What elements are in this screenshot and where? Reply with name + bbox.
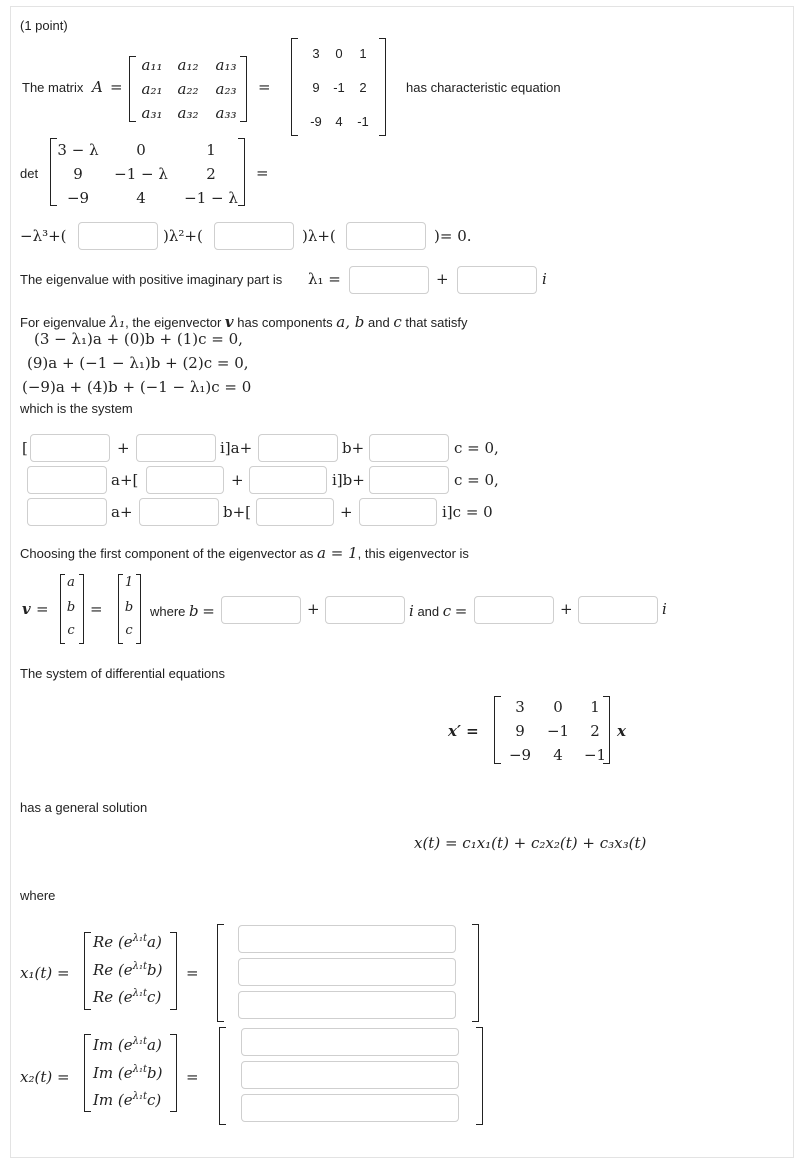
coef-lambda-input[interactable] <box>214 222 294 250</box>
eigenvalue-label: The eigenvalue with positive imaginary part is <box>20 272 283 287</box>
bracket-open: [ <box>22 439 28 457</box>
imag-unit: i <box>662 600 667 618</box>
x2-lhs: x₂(t) = <box>20 1068 70 1086</box>
equation-2: (9)a + (−1 − λ₁)b + (2)c = 0, <box>27 354 249 372</box>
eigenvalue-imag-input[interactable] <box>457 266 537 294</box>
ode-title: The system of differential equations <box>20 666 225 681</box>
c-real-input[interactable] <box>474 596 554 624</box>
sys-r2-c-input[interactable] <box>369 466 449 494</box>
intro-suffix: has characteristic equation <box>406 80 561 95</box>
eq-end-1: c = 0, <box>454 439 499 457</box>
det-entry-0-0: 3 − λ <box>57 141 99 159</box>
equals-sign-2: = <box>90 600 103 618</box>
where-b-label: where b = <box>150 602 215 620</box>
det-entry-1-0: 9 <box>73 165 83 183</box>
numeric-entry-2-1: 4 <box>335 114 343 129</box>
det-entry-1-2: 2 <box>206 165 216 183</box>
coef-b-label: i]b+ <box>332 471 365 489</box>
poly-term-3: )λ+( <box>302 227 336 245</box>
bracket-left <box>84 932 91 1010</box>
numeric-entry-1-0: 9 <box>312 80 320 95</box>
x1-lhs: x₁(t) = <box>20 964 70 982</box>
poly-term-4: )= 0. <box>434 227 472 245</box>
general-formula: x(t) = c₁x₁(t) + c₂x₂(t) + c₃x₃(t) <box>414 834 647 852</box>
symbolic-entry-0-2: a₁₃ <box>215 56 237 74</box>
b-imag-input[interactable] <box>325 596 405 624</box>
eq-end-3: i]c = 0 <box>442 503 493 521</box>
ode-matrix-entry-1-2: 2 <box>590 722 600 740</box>
numeric-entry-0-0: 3 <box>312 46 320 61</box>
x1-row1-input[interactable] <box>238 925 456 953</box>
ode-matrix-entry-2-1: 4 <box>553 746 563 764</box>
numeric-entry-2-0: -9 <box>310 114 322 129</box>
ode-matrix-entry-0-0: 3 <box>515 698 525 716</box>
ode-matrix-entry-1-1: −1 <box>546 722 570 740</box>
ode-matrix-entry-1-0: 9 <box>515 722 525 740</box>
system-label: which is the system <box>20 401 133 416</box>
sys-r1-c-input[interactable] <box>369 434 449 462</box>
vector-normalized-entry-1: b <box>124 600 134 615</box>
det-entry-0-1: 0 <box>136 141 146 159</box>
equals-sign: = <box>256 164 269 182</box>
numeric-entry-0-2: 1 <box>359 46 367 61</box>
equals-sign: = <box>110 78 123 96</box>
plus-sign: + <box>231 471 244 489</box>
b-real-input[interactable] <box>221 596 301 624</box>
bracket-right <box>170 932 177 1010</box>
ode-rhs: x <box>617 722 626 740</box>
numeric-entry-1-2: 2 <box>359 80 367 95</box>
numeric-entry-0-1: 0 <box>335 46 343 61</box>
det-entry-2-0: −9 <box>66 189 90 207</box>
vector-symbolic-entry-1: b <box>66 600 76 615</box>
matrix-A-label: A <box>92 78 103 96</box>
sys-r3-c-imag-input[interactable] <box>359 498 437 526</box>
det-entry-0-2: 1 <box>206 141 216 159</box>
numeric-entry-2-2: -1 <box>357 114 369 129</box>
symbolic-entry-1-2: a₂₃ <box>215 80 237 98</box>
where-label: where <box>20 888 56 903</box>
x2-component-1: Im $(e^{\lambda_1t}b)$ <box>93 1064 163 1082</box>
sys-r3-a-input[interactable] <box>27 498 107 526</box>
det-entry-2-2: −1 − λ <box>184 189 238 207</box>
plus-sign: + <box>436 270 449 288</box>
x2-row2-input[interactable] <box>241 1061 459 1089</box>
symbolic-entry-2-0: a₃₁ <box>141 104 163 122</box>
x2-component-2: Im $(e^{\lambda_1t}c)$ <box>93 1091 162 1109</box>
bracket-left <box>219 1027 226 1125</box>
x1-row3-input[interactable] <box>238 991 456 1019</box>
bracket-right <box>476 1027 483 1125</box>
x1-component-0: Re $(e^{\lambda_1t}a)$ <box>93 933 162 951</box>
x1-row2-input[interactable] <box>238 958 456 986</box>
coef-lambda2-input[interactable] <box>78 222 158 250</box>
coef-b-label: b+[ <box>223 503 252 521</box>
det-entry-2-1: 4 <box>136 189 146 207</box>
poly-term-2: )λ²+( <box>163 227 203 245</box>
symbolic-entry-1-0: a₂₁ <box>141 80 163 98</box>
symbolic-entry-2-1: a₃₂ <box>177 104 199 122</box>
symbolic-entry-2-2: a₃₃ <box>215 104 237 122</box>
sys-r2-a-input[interactable] <box>27 466 107 494</box>
equals-sign: = <box>186 964 199 982</box>
c-imag-input[interactable] <box>578 596 658 624</box>
x1-component-1: Re $(e^{\lambda_1t}b)$ <box>93 961 163 979</box>
plus-sign: + <box>307 600 320 618</box>
coef-const-input[interactable] <box>346 222 426 250</box>
plus-sign: + <box>560 600 573 618</box>
points-label: (1 point) <box>20 18 68 33</box>
imag-unit: i <box>542 270 547 288</box>
poly-term-1: −λ³+( <box>20 227 67 245</box>
plus-sign: + <box>340 503 353 521</box>
ode-matrix-entry-0-2: 1 <box>590 698 600 716</box>
intro-prefix: The matrix <box>22 80 84 95</box>
ode-lhs: x′ = <box>448 722 479 740</box>
vector-normalized-entry-0: 1 <box>124 575 134 590</box>
sys-r1-a-imag-input[interactable] <box>136 434 216 462</box>
symbolic-entry-1-1: a₂₂ <box>177 80 199 98</box>
bracket-right <box>170 1034 177 1112</box>
x2-component-0: Im $(e^{\lambda_1t}a)$ <box>93 1036 162 1054</box>
plus-sign: + <box>117 439 130 457</box>
equation-1: (3 − λ₁)a + (0)b + (1)c = 0, <box>34 330 243 348</box>
bracket-right <box>472 924 479 1022</box>
sys-r3-c-real-input[interactable] <box>256 498 334 526</box>
bracket-left <box>84 1034 91 1112</box>
coef-a-label: a+ <box>111 503 133 521</box>
sys-r3-b-input[interactable] <box>139 498 219 526</box>
and-c-label: i and c = <box>409 602 468 620</box>
sys-r1-b-input[interactable] <box>258 434 338 462</box>
vector-normalized-entry-2: c <box>125 623 133 638</box>
x2-row3-input[interactable] <box>241 1094 459 1122</box>
eigenvalue-real-input[interactable] <box>349 266 429 294</box>
equals-sign: = <box>36 600 49 618</box>
coef-a-label: i]a+ <box>220 439 253 457</box>
equals-sign-2: = <box>258 78 271 96</box>
coef-b-label: b+ <box>342 439 365 457</box>
eigvec-description: For eigenvalue λ₁, the eigenvector v has components a, b and c that satisfy <box>20 313 468 331</box>
equals-sign: = <box>186 1068 199 1086</box>
symbolic-entry-0-1: a₁₂ <box>177 56 199 74</box>
numeric-entry-1-1: -1 <box>333 80 345 95</box>
symbolic-entry-0-0: a₁₁ <box>141 56 163 74</box>
sys-r2-b-imag-input[interactable] <box>249 466 327 494</box>
general-title: has a general solution <box>20 800 148 815</box>
vector-symbolic-entry-2: c <box>67 623 75 638</box>
lambda1-label: λ₁ = <box>308 270 341 288</box>
ode-matrix-entry-2-0: −9 <box>508 746 532 764</box>
coef-a-label: a+[ <box>111 471 139 489</box>
det-label: det <box>20 166 39 181</box>
det-entry-1-1: −1 − λ <box>114 165 168 183</box>
vector-symbolic-entry-0: a <box>67 575 75 590</box>
sys-r2-b-real-input[interactable] <box>146 466 224 494</box>
x1-component-2: Re $(e^{\lambda_1t}c)$ <box>93 988 162 1006</box>
v-label: v <box>22 600 31 618</box>
ode-matrix-entry-0-1: 0 <box>553 698 563 716</box>
bracket-left <box>217 924 224 1022</box>
ode-matrix-entry-2-2: −1 <box>583 746 607 764</box>
choose-text: Choosing the first component of the eigenvector as a = 1, this eigenvector is <box>20 544 469 562</box>
equation-3: (−9)a + (4)b + (−1 − λ₁)c = 0 <box>22 378 252 396</box>
eq-end-2: c = 0, <box>454 471 499 489</box>
x2-row1-input[interactable] <box>241 1028 459 1056</box>
sys-r1-a-real-input[interactable] <box>30 434 110 462</box>
